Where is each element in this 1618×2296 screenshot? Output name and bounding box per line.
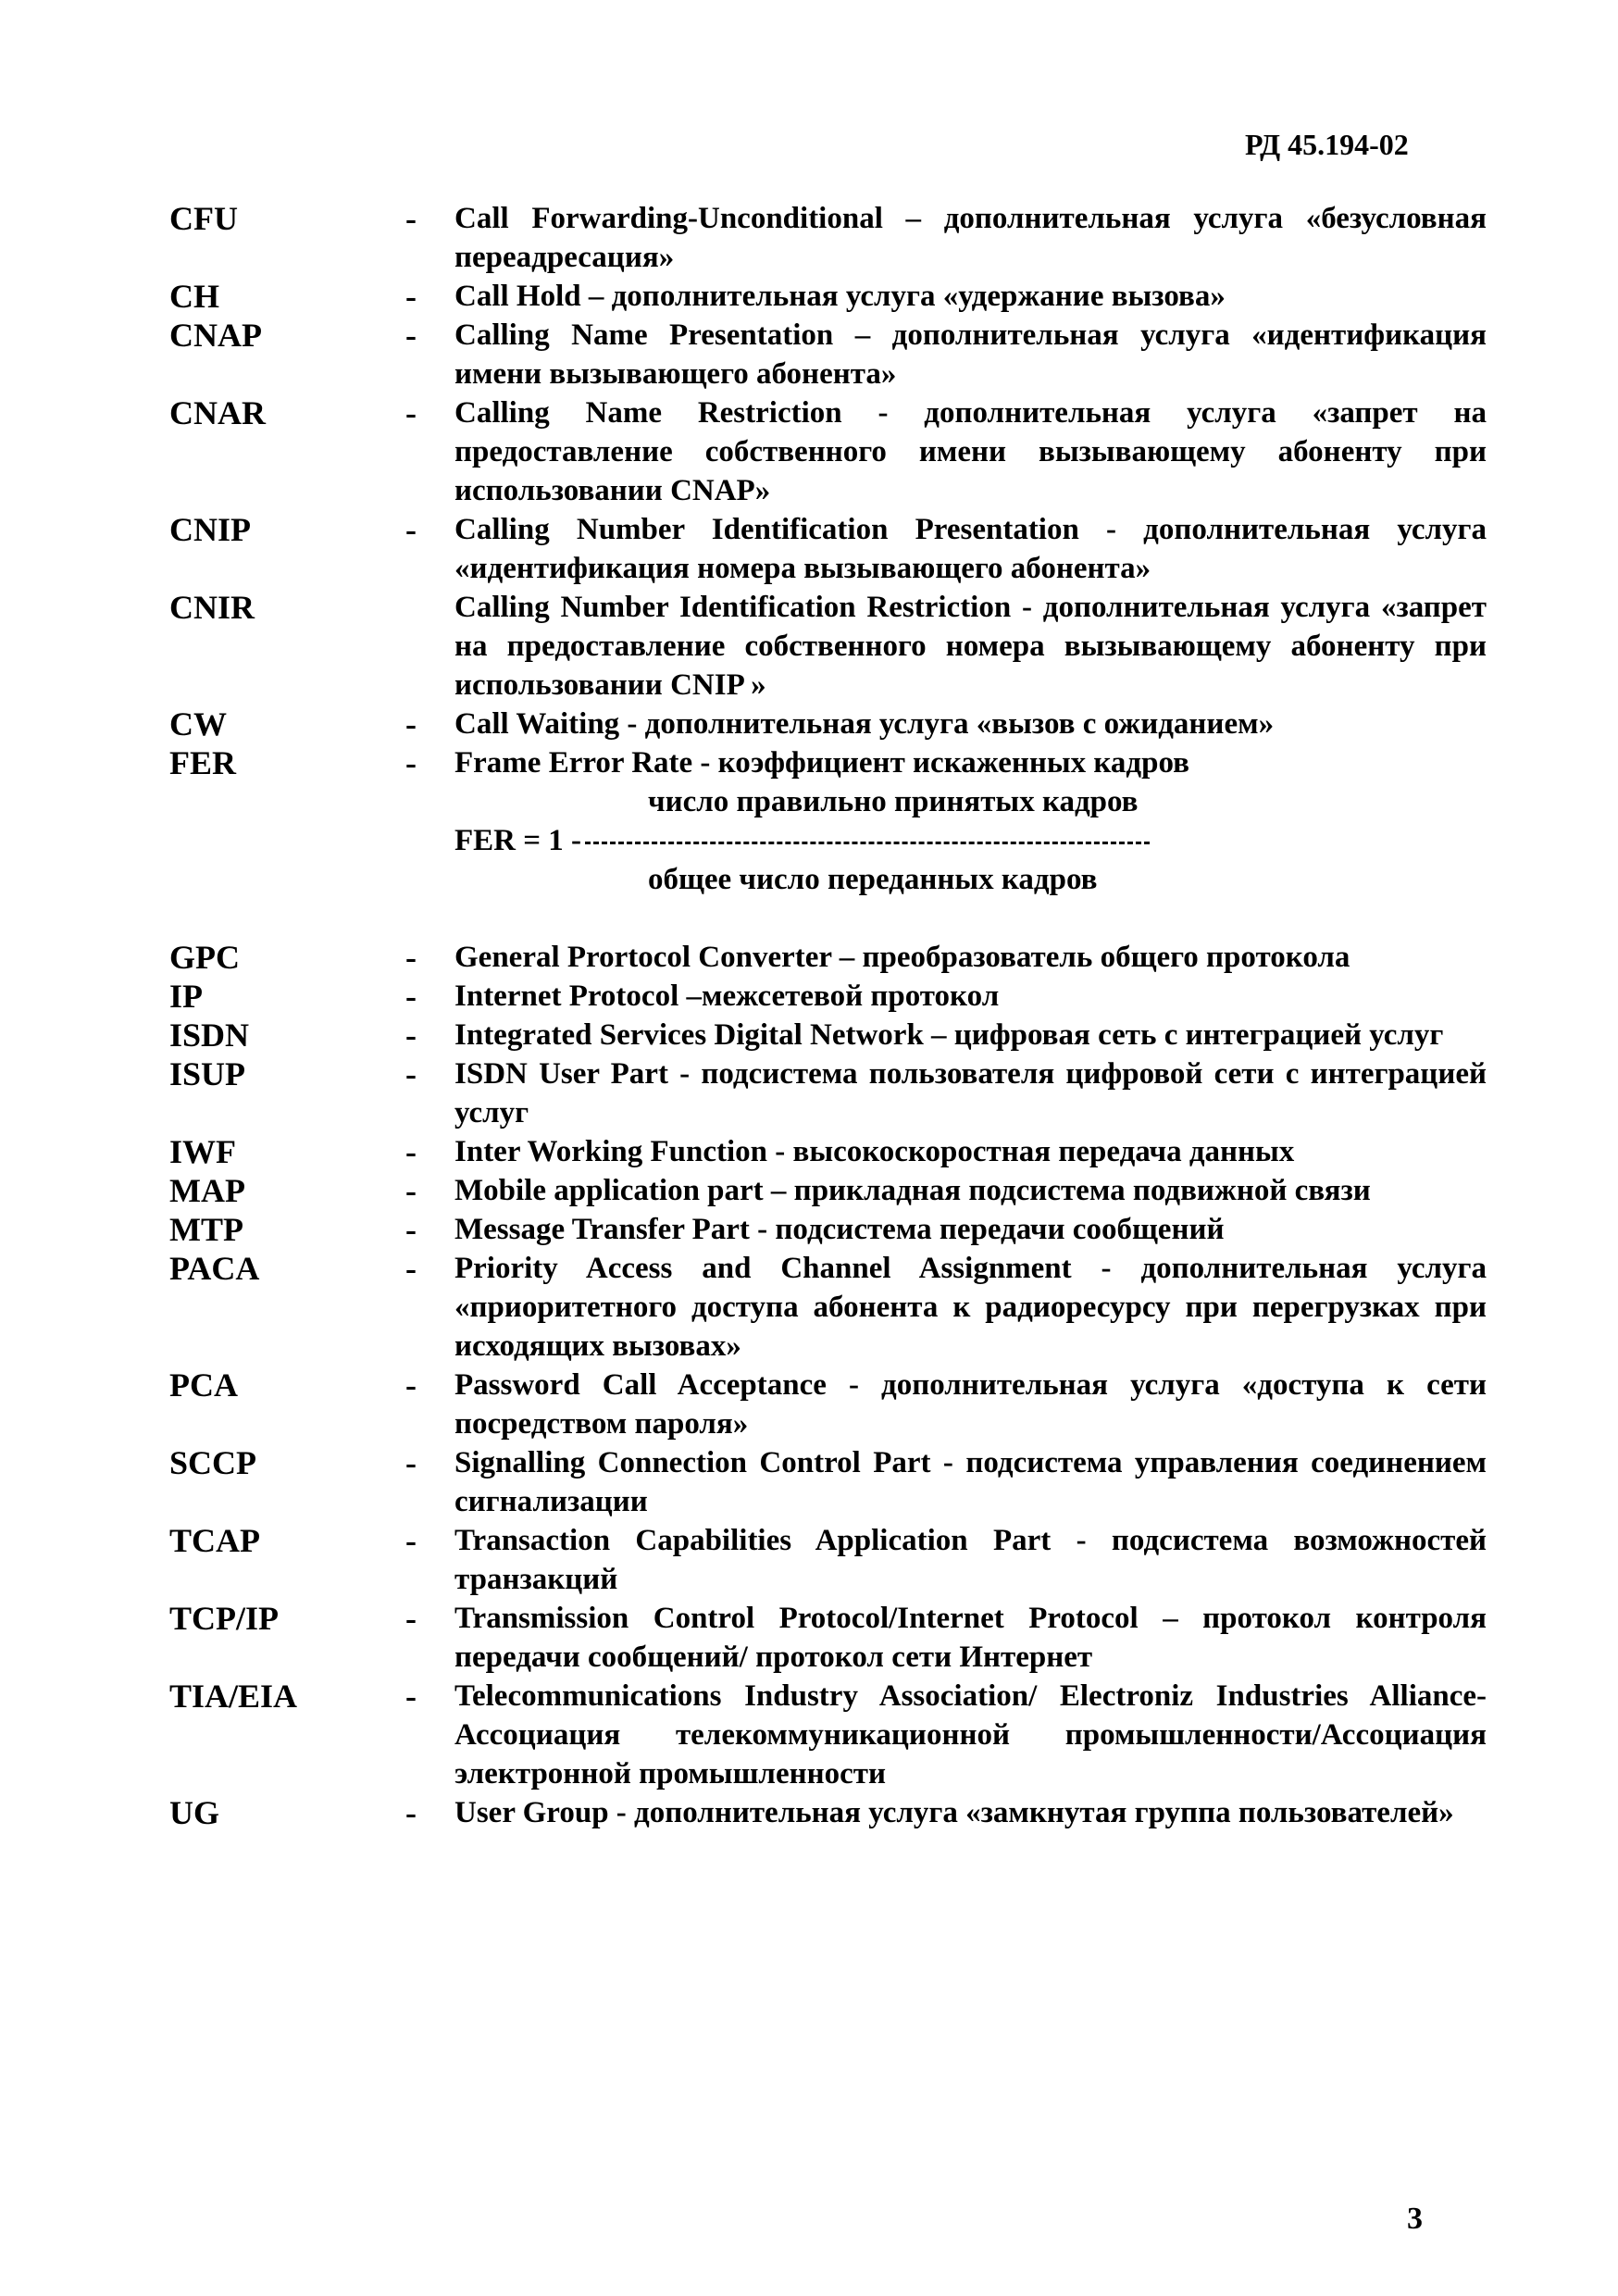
entry-definition: User Group - дополнительная услуга «замкнутая группа пользователей» xyxy=(454,1796,1454,1829)
entry-dash: - xyxy=(405,978,417,1015)
glossary-entry xyxy=(0,510,1618,588)
entry-definition: Priority Access and Channel Assignment - дополнительная услуга «приоритетного доступа абонента к радиоресурсу при перегрузках при исходящих вызовах» xyxy=(454,1252,1487,1363)
entry-definition: Call Waiting - дополнительная услуга «вызов с ожиданием» xyxy=(454,707,1275,741)
entry-definition: Call Forwarding-Unconditional – дополнительная услуга «безусловная переадресация» xyxy=(454,202,1487,274)
entry-abbreviation: CNIP xyxy=(169,511,251,548)
entry-abbreviation: CNIR xyxy=(169,589,255,626)
entry-abbreviation: SCCP xyxy=(169,1444,257,1481)
entry-definition: Password Call Acceptance - дополнительная услуга «доступа к сети посредством пароля» xyxy=(454,1368,1487,1441)
formula-lhs: FER = 1 - xyxy=(454,824,582,857)
glossary-entry xyxy=(0,393,1618,510)
entry-definition: Calling Name Restriction - дополнительная услуга «запрет на предоставление собственного имени вызывающему абоненту при использовании CNAP» xyxy=(454,396,1487,507)
entry-definition: General Prortocol Converter – преобразователь общего протокола xyxy=(454,941,1350,974)
entry-abbreviation: PCA xyxy=(169,1366,238,1404)
glossary-entry xyxy=(0,938,1618,977)
entry-abbreviation: CNAR xyxy=(169,394,266,431)
entry-dash: - xyxy=(405,200,417,237)
abbreviations-list-bottom xyxy=(0,938,1618,1832)
page-number: 3 xyxy=(1407,2202,1423,2236)
entry-dash: - xyxy=(405,1055,417,1092)
glossary-entry xyxy=(0,1249,1618,1366)
entry-definition: Frame Error Rate - коэффициент искаженных кадров xyxy=(454,746,1189,780)
glossary-entry xyxy=(0,1210,1618,1249)
entry-dash: - xyxy=(405,939,417,976)
abbreviations-list xyxy=(0,199,1618,1832)
glossary-entry xyxy=(0,1132,1618,1171)
entry-definition: Call Hold – дополнительная услуга «удержание вызова» xyxy=(454,280,1226,313)
entry-definition: Transmission Control Protocol/Internet Protocol – протокол контроля передачи сообщений/ протокол сети Интернет xyxy=(454,1602,1487,1674)
glossary-entry xyxy=(0,1054,1618,1132)
entry-definition: ISDN User Part - подсистема пользователя цифровой сети с интеграцией услуг xyxy=(454,1057,1487,1129)
entry-dash: - xyxy=(405,1366,417,1404)
entry-abbreviation: TIA/EIA xyxy=(169,1678,298,1715)
entry-definition: Inter Working Function - высокоскоростная передача данных xyxy=(454,1135,1295,1168)
entry-definition: Calling Number Identification Restriction - дополнительная услуга «запрет на предоставление собственного номера вызывающему абоненту при использовании CNIP » xyxy=(454,591,1487,702)
entry-dash: - xyxy=(405,705,417,742)
entry-abbreviation: GPC xyxy=(169,939,240,976)
entry-abbreviation: FER xyxy=(169,744,236,781)
glossary-entry xyxy=(0,1599,1618,1677)
entry-abbreviation: ISDN xyxy=(169,1017,250,1054)
entry-definition: Mobile application part – прикладная подсистема подвижной связи xyxy=(454,1174,1371,1207)
section-gap xyxy=(0,899,1618,938)
entry-dash: - xyxy=(405,1678,417,1715)
entry-dash: - xyxy=(405,1133,417,1170)
entry-dash: - xyxy=(405,278,417,315)
entry-dash: - xyxy=(405,1211,417,1248)
entry-abbreviation: TCAP xyxy=(169,1522,260,1559)
entry-abbreviation: CNAP xyxy=(169,317,262,354)
glossary-entry xyxy=(0,1521,1618,1599)
glossary-entry xyxy=(0,1016,1618,1054)
entry-abbreviation: ISUP xyxy=(169,1055,246,1092)
entry-abbreviation: IP xyxy=(169,978,203,1015)
entry-dash: - xyxy=(405,1794,417,1831)
formula-denominator: общее число переданных кадров xyxy=(648,863,1098,896)
glossary-entry xyxy=(0,1366,1618,1443)
entry-definition: Telecommunications Industry Association/ Electroniz Industries Alliance- Ассоциация телекоммуникационной промышленности/Ассоциация электронной промышленности xyxy=(454,1679,1487,1791)
entry-dash: - xyxy=(405,1250,417,1287)
entry-abbreviation: CFU xyxy=(169,200,238,237)
entry-abbreviation: MTP xyxy=(169,1211,243,1248)
glossary-entry xyxy=(0,1443,1618,1521)
glossary-entry xyxy=(0,1793,1618,1832)
entry-dash: - xyxy=(405,1444,417,1481)
entry-definition: Calling Name Presentation – дополнительная услуга «идентификация имени вызывающего абонента» xyxy=(454,318,1487,391)
entry-definition: Message Transfer Part - подсистема передачи сообщений xyxy=(454,1213,1225,1246)
glossary-entry xyxy=(0,743,1618,782)
entry-definition: Internet Protocol –межсетевой протокол xyxy=(454,980,1000,1013)
abbreviations-list-top xyxy=(0,199,1618,782)
document-code: РД 45.194-02 xyxy=(1245,128,1409,161)
glossary-entry xyxy=(0,277,1618,316)
entry-definition: Transaction Capabilities Application Part - подсистема возможностей транзакций xyxy=(454,1524,1487,1596)
entry-dash: - xyxy=(405,511,417,548)
entry-dash: - xyxy=(405,394,417,431)
glossary-entry xyxy=(0,199,1618,277)
entry-dash: - xyxy=(405,317,417,354)
entry-dash: - xyxy=(405,1600,417,1637)
entry-definition: Integrated Services Digital Network – цифровая сеть с интеграцией услуг xyxy=(454,1018,1444,1052)
entry-abbreviation: CH xyxy=(169,278,219,315)
formula-main-line xyxy=(454,821,1150,860)
entry-abbreviation: CW xyxy=(169,705,227,742)
formula-numerator: число правильно принятых кадров xyxy=(648,785,1139,818)
glossary-entry xyxy=(0,1677,1618,1793)
glossary-entry xyxy=(0,316,1618,393)
fraction-bar xyxy=(585,842,1150,844)
entry-abbreviation: PACA xyxy=(169,1250,260,1287)
entry-abbreviation: TCP/IP xyxy=(169,1600,280,1637)
glossary-entry xyxy=(0,1171,1618,1210)
glossary-entry xyxy=(0,705,1618,743)
entry-abbreviation: UG xyxy=(169,1794,219,1831)
entry-abbreviation: MAP xyxy=(169,1172,245,1209)
entry-definition: Signalling Connection Control Part - подсистема управления соединением сигнализации xyxy=(454,1446,1487,1518)
entry-dash: - xyxy=(405,744,417,781)
entry-dash: - xyxy=(405,1522,417,1559)
entry-dash: - xyxy=(405,1172,417,1209)
glossary-entry xyxy=(0,588,1618,705)
glossary-entry xyxy=(0,977,1618,1016)
fer-formula xyxy=(0,782,1618,899)
entry-dash: - xyxy=(405,1017,417,1054)
entry-abbreviation: IWF xyxy=(169,1133,236,1170)
entry-definition: Calling Number Identification Presentation - дополнительная услуга «идентификация номера вызывающего абонента» xyxy=(454,513,1487,585)
